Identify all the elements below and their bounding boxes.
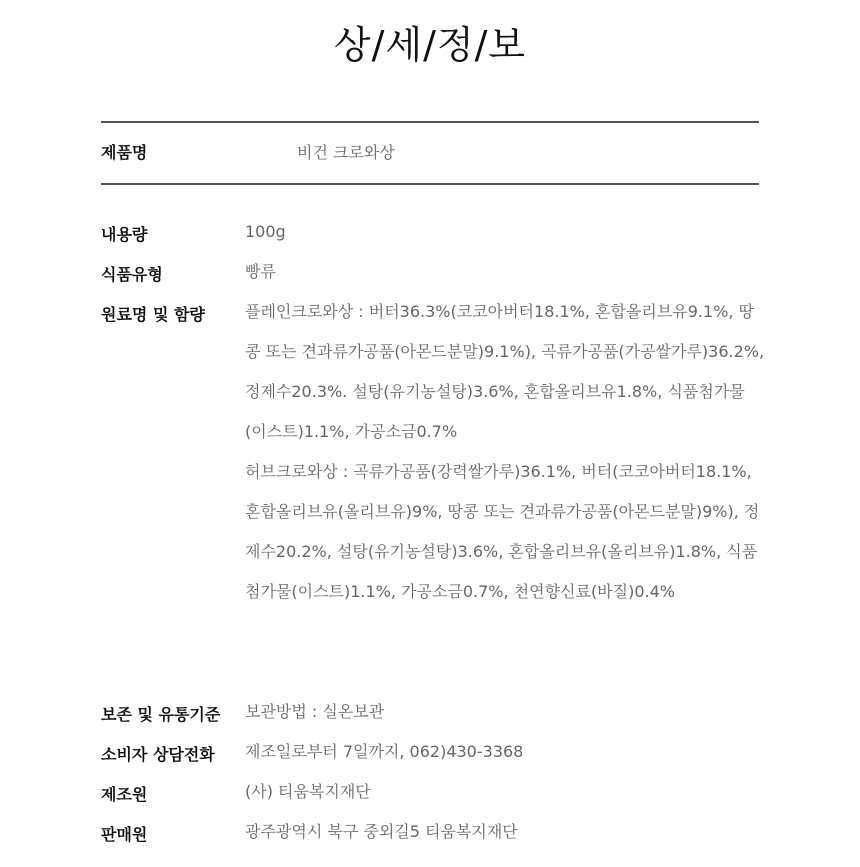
- detail-value: 광주광역시 북구 중외길5 티움복지재단: [245, 822, 518, 841]
- detail-value: 100g: [245, 222, 286, 241]
- detail-value: 보관방법 : 실온보관: [245, 702, 385, 721]
- detail-label: 제조원: [101, 785, 148, 804]
- product-name-value: 비건 크로와상: [297, 143, 395, 162]
- product-name-label: 제품명: [101, 143, 148, 162]
- page-title: 상/세/정/보: [333, 23, 527, 67]
- detail-label: 판매원: [101, 825, 148, 844]
- ingredients-value: [245, 292, 765, 612]
- ingredients-herb-croissant: 허브크로와상 : 곡류가공품(강력쌀가루)36.1%, 버터(코코아버터18.1%, 혼합올리브유(올리브유)9%, 땅콩 또는 견과류가공품(아몬드분말)9%), 정제수20.2%, 설탕(유기농설탕)3.6%, 혼합올리브유(올리브유)1.8%, 식품첨가물(이스트)1.1%, 가공소금0.7%, 천연향신료(바질)0.4%: [245, 462, 760, 601]
- detail-value: 빵류: [245, 262, 276, 281]
- ingredients-plain-croissant: 플레인크로와상 : 버터36.3%(코코아버터18.1%, 혼합올리브유9.1%, 땅콩 또는 견과류가공품(아몬드분말)9.1%), 곡류가공품(가공쌀가루)36.2%, 정제수20.3%. 설탕(유기농설탕)3.6%, 혼합올리브유1.8%, 식품첨가물(이스트)1.1%, 가공소금0.7%: [245, 302, 765, 441]
- product-divider: [101, 183, 759, 185]
- ingredients-label: 원료명 및 함량: [101, 305, 205, 324]
- detail-label: 식품유형: [101, 265, 163, 284]
- detail-label: 소비자 상담전화: [101, 745, 215, 764]
- detail-value: (사) 티움복지재단: [245, 782, 371, 801]
- detail-value: 제조일로부터 7일까지, 062)430-3368: [245, 742, 524, 761]
- top-divider: [101, 121, 759, 123]
- detail-label: 보존 및 유통기준: [101, 705, 221, 724]
- detail-label: 내용량: [101, 225, 148, 244]
- product-name-row: [101, 140, 759, 166]
